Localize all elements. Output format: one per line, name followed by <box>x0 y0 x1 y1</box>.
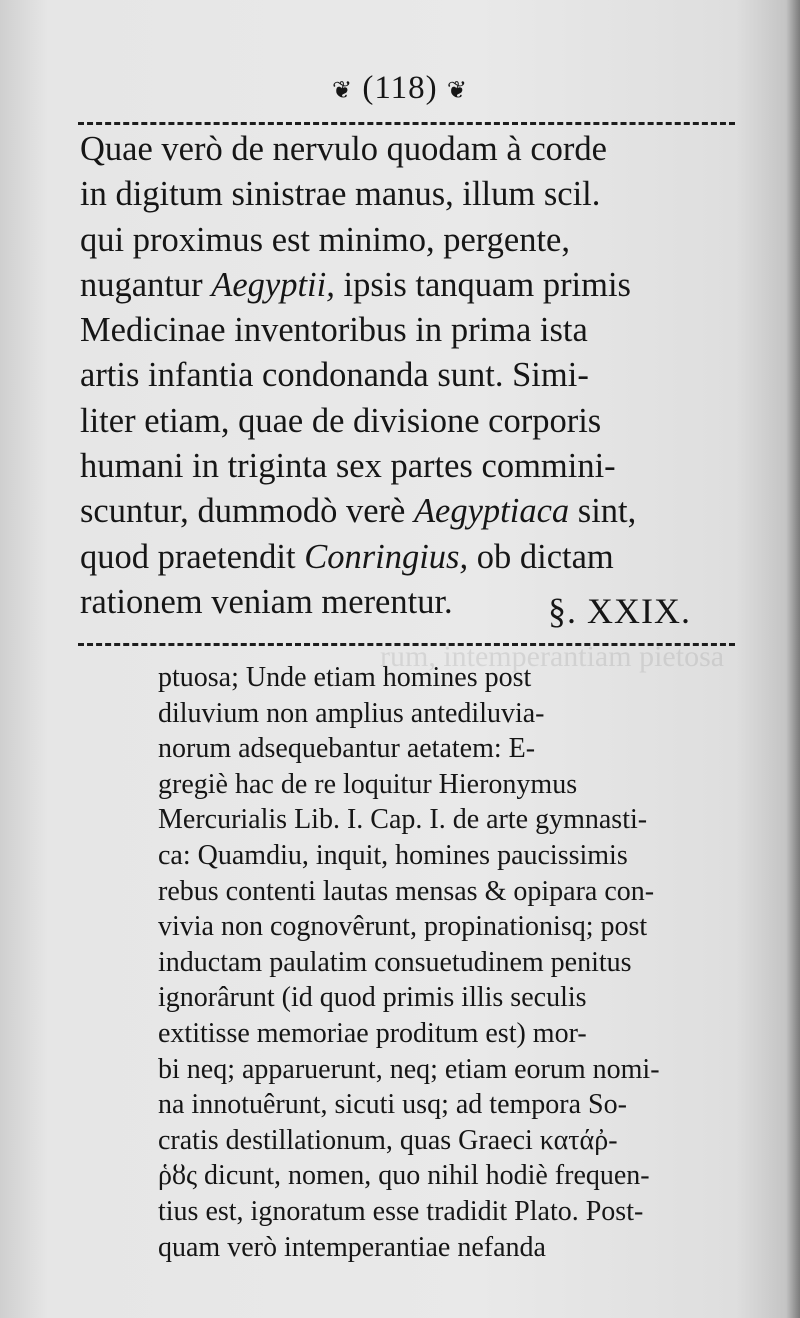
page-edge-shadow <box>786 0 800 1318</box>
main-text-line: quod praetendit Conringius, ob dictam <box>80 537 614 576</box>
footnote-line: quam verò intemperantiae nefanda <box>158 1231 546 1263</box>
footnote-line: Mercurialis Lib. I. Cap. I. de arte gymnasti- <box>158 804 648 836</box>
main-text-line: artis infantia condonanda sunt. Simi- <box>80 356 589 395</box>
footnote-line: extitisse memoriae proditum est) mor- <box>158 1017 587 1049</box>
page-header <box>0 70 800 107</box>
main-text-line: nugantur Aegyptii, ipsis tanquam primis <box>80 265 631 304</box>
main-text-block <box>80 127 735 625</box>
footnote-line: tius est, ignoratum esse tradidit Plato. Post- <box>158 1195 644 1227</box>
footnote-line: cratis destillationum, quas Graeci κατάῤ- <box>158 1124 618 1156</box>
main-text-line: humani in triginta sex partes commini- <box>80 447 616 486</box>
footnote-rule <box>78 643 735 646</box>
footnote-line: inductam paulatim consuetudinem penitus <box>158 946 632 978</box>
footnote-line: ptuosa; Unde etiam homines post <box>158 662 532 693</box>
footnote-block <box>158 660 736 1265</box>
footnote-line: gregiè hac de re loquitur Hieronymus <box>158 768 578 800</box>
main-text-line: Quae verò de nervulo quodam à corde <box>80 130 607 168</box>
right-ornament: ❦ <box>446 77 468 104</box>
footnote-line: na innotuêrunt, sicuti usq; ad tempora So- <box>158 1089 627 1121</box>
footnote-line: norum adsequebantur aetatem: E- <box>158 733 536 765</box>
footnote-line: ca: Quamdiu, inquit, homines paucissimis <box>158 839 628 871</box>
footnote-line: ῥȣς dicunt, nomen, quo nihil hodiè frequen- <box>158 1160 650 1192</box>
header-rule <box>78 122 735 125</box>
footnote-line: vivia non cognovêrunt, propinationisq; post <box>158 911 648 943</box>
page-number: (118) <box>362 70 438 106</box>
main-text-line: scuntur, dummodò verè Aegyptiaca sint, <box>80 492 637 531</box>
footnote-line: ignorârunt (id quod primis illis seculis <box>158 982 587 1014</box>
main-text-line: qui proximus est minimo, pergente, <box>80 220 570 259</box>
footnote-line: rebus contenti lautas mensas & opipara con- <box>158 875 655 907</box>
bleed-through-text: rum, intemperantiam pietosa <box>380 640 725 673</box>
main-text-line: Medicinae inventoribus in prima ista <box>80 311 588 350</box>
main-text-line: in digitum sinistrae manus, illum scil. <box>80 175 601 214</box>
section-heading: §. XXIX. <box>548 591 691 631</box>
main-text-line: rationem veniam merentur. <box>80 582 453 621</box>
footnote-line: diluvium non amplius antediluvia- <box>158 697 545 729</box>
footnote-line: bi neq; apparuerunt, neq; etiam eorum nomi- <box>158 1053 660 1085</box>
left-ornament: ❦ <box>332 77 354 104</box>
main-text-line: liter etiam, quae de divisione corporis <box>80 401 602 440</box>
